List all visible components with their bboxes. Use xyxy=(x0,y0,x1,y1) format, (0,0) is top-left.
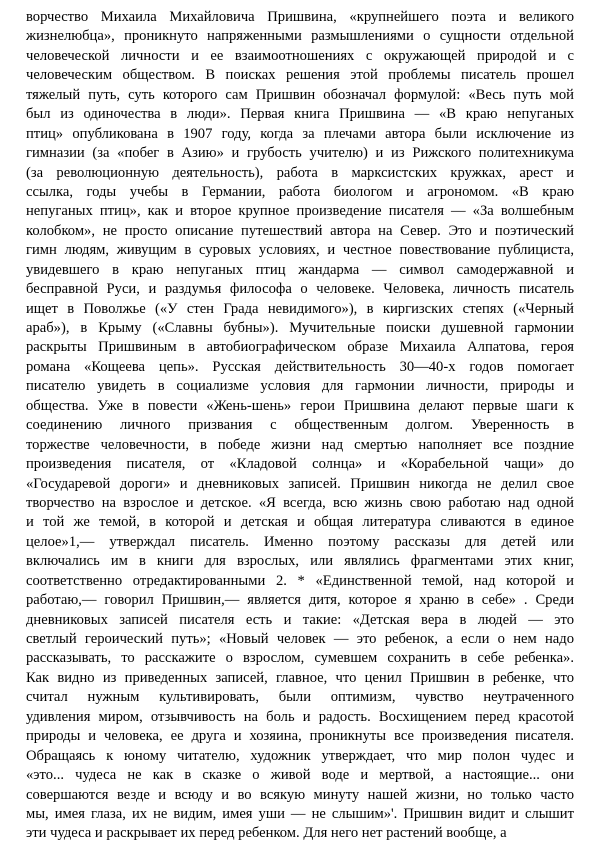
text-line: ищет в Поволжье («У стен Града невидимого»), в киргизских степях («Черный xyxy=(26,300,574,317)
text-line: включались им в книги для взрослых, или являлись фрагментами этих книг, xyxy=(26,553,574,570)
text-line: «Государевой дороги» и дневниковых записей. Пришвин никогда не делил свое xyxy=(26,475,574,492)
text-line: Как видно из приведенных записей, главное, что ценил Пришвин в ребенке, что xyxy=(26,669,574,686)
text-line: (за революционную деятельность), работа в марксистских кружках, арест и xyxy=(26,164,574,181)
text-line: соответственно отредактированными 2. * «Единственной темой, над которой и xyxy=(26,572,574,589)
text-line: общества. Уже в повести «Жень-шень» герои Пришвина делают первые шаги к xyxy=(26,397,574,414)
text-line: творчество на взрослое и детское. «Я всегда, всю жизнь свою работаю над одной xyxy=(26,494,574,511)
text-line: целое»1,— утверждал писатель. Именно поэтому рассказы для детей или xyxy=(26,533,574,550)
text-line: соединению личного призвания с общественным долгом. Уверенность в xyxy=(26,417,574,434)
text-line: ворчество Михаила Михайловича Пришвина, «крупнейшего поэта и великого xyxy=(26,9,574,25)
text-line: романа «Кощеева цепь». Русская действительность 30—40-х годов помогает xyxy=(26,358,574,375)
text-line: гимназии (за «побег в Азию» и грубость учителю) и из Рижского политехникума xyxy=(26,145,574,162)
text-line: непуганых птиц», как и второе крупное произведение писателя — «За волшебным xyxy=(26,203,574,220)
text-line: дневниковых записей писателя есть и такие: «Детская вера в людей — это xyxy=(26,611,574,628)
text-line: колобком», не просто описание путешествий автора на Север. Это и поэтический xyxy=(26,222,574,239)
text-line: человеческим обществом. В поисках решения этой проблемы писатель прошел xyxy=(26,67,574,84)
text-line: бесправной Руси, и раздумья философа о человеке. Человека, личность писатель xyxy=(26,281,574,298)
text-line: гимн людям, живущим в суровых условиях, и честное повествование публициста, xyxy=(26,242,574,259)
text-line: был из одиночества в люди». Первая книга Пришвина — «В краю непуганых xyxy=(26,106,574,123)
text-line: писателю увидеть в социализме условия для гармонии личности, природы и xyxy=(26,378,574,395)
text-line: увидевшего в краю непуганых птиц жандарма — символ самодержавной и xyxy=(26,261,574,278)
text-line: «это... чудеса не как в сказке о живой воде и мертвой, а настоящие... они xyxy=(26,767,574,784)
text-line: человеческой личности и ее взаимоотношениях с окружающей природой и с xyxy=(26,47,574,64)
text-line: Обращаясь к юному читателю, художник утверждает, что мир полон чудес и xyxy=(26,747,574,764)
text-line: эти чудеса и раскрывает их перед ребенком. Для него нет растений вообще, а xyxy=(26,825,507,842)
text-line: мы, имея глаза, их не видим, имея уши — не слышим»'. Пришвин видит и слышит xyxy=(26,805,574,822)
text-line: торжестве человечности, в победе жизни над смертью наполняет все поздние xyxy=(26,436,574,453)
text-line: жизнелюбца», проникнуто напряженными размышлениями о сущности отдельной xyxy=(26,28,574,45)
text-line: и той же темой, в которой и детская и общая литература сливаются в единое xyxy=(26,514,574,531)
text-line: араб»), в Крыму («Славны бубны»). Мучительные поиски душевной гармонии xyxy=(26,320,574,336)
text-line: раскрыты Пришвиным в автобиографическом образе Михаила Алпатова, героя xyxy=(26,339,574,356)
text-line: произведения писателя, от «Кладовой солнца» и «Корабельной чащи» до xyxy=(26,456,574,473)
text-line: птиц» опубликована в 1907 году, когда за плечами автора были исключение из xyxy=(26,125,574,142)
text-line: ссылка, годы учебы в Германии, работа биологом и агрономом. «В краю xyxy=(26,183,574,200)
text-line: природы и человека, ее друга и хозяина, проникнуты все произведения писателя. xyxy=(26,728,574,745)
text-line: тяжелый путь, суть которого сам Пришвин обозначал формулой: «Весь путь мой xyxy=(26,86,574,103)
text-line: совершаются везде и всюду и во всякую минуту нашей жизни, но только часто xyxy=(26,786,574,803)
text-line: рассказывать, то расскажите о взрослом, сумевшем сохранить в себе ребенка». xyxy=(26,650,574,667)
text-line: работаю,— говорил Пришвин,— является дитя, которое я храню в себе» . Среди xyxy=(26,592,574,609)
text-line: светлый героический путь»; «Новый человек — это ребенок, а если о нем надо xyxy=(26,631,574,647)
text-line: считал нужным культивировать, были оптимизм, чувство неутраченного xyxy=(26,689,574,706)
text-line: удивления миром, отзывчивость на боль и радость. Восхищением перед красотой xyxy=(26,708,574,725)
body-text xyxy=(26,8,574,844)
